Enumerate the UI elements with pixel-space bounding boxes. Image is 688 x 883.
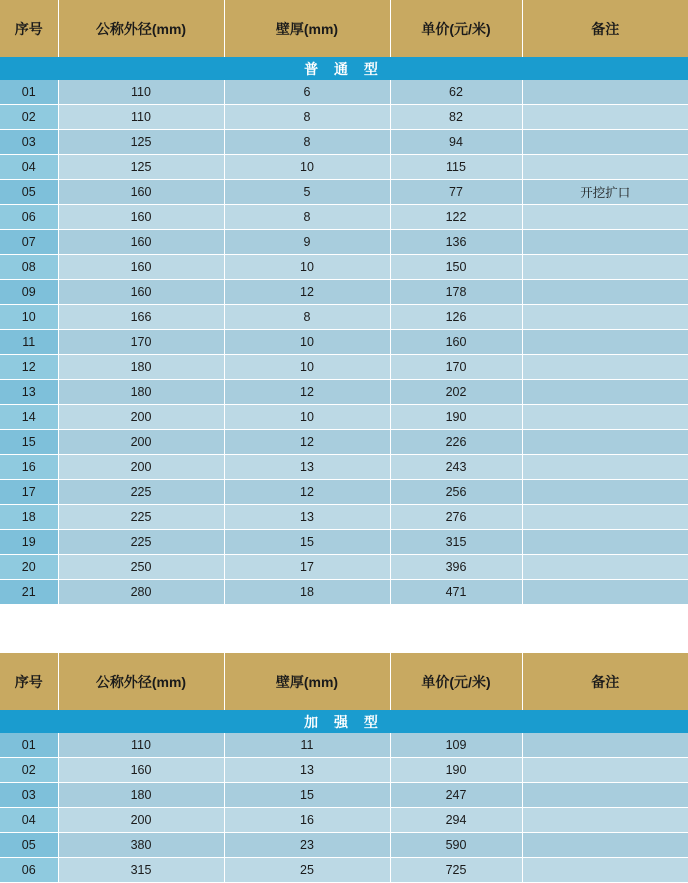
cell-price: 136 xyxy=(390,230,522,255)
table-row xyxy=(0,455,688,480)
cell-wall: 23 xyxy=(224,833,390,858)
table-row xyxy=(0,255,688,280)
cell-od: 125 xyxy=(58,155,224,180)
header-cell-price: 单价(元/米) xyxy=(390,653,522,710)
table-row xyxy=(0,405,688,430)
cell-remark xyxy=(522,405,688,430)
table-header-row xyxy=(0,0,688,57)
cell-od: 200 xyxy=(58,455,224,480)
table-row xyxy=(0,783,688,808)
cell-price: 226 xyxy=(390,430,522,455)
cell-price: 315 xyxy=(390,530,522,555)
cell-no: 13 xyxy=(0,380,58,405)
cell-remark xyxy=(522,330,688,355)
cell-wall: 6 xyxy=(224,80,390,105)
cell-price: 82 xyxy=(390,105,522,130)
cell-no: 04 xyxy=(0,155,58,180)
cell-no: 19 xyxy=(0,530,58,555)
table-row xyxy=(0,105,688,130)
cell-remark xyxy=(522,783,688,808)
cell-no: 12 xyxy=(0,355,58,380)
cell-no: 04 xyxy=(0,808,58,833)
cell-od: 180 xyxy=(58,355,224,380)
cell-wall: 8 xyxy=(224,105,390,130)
cell-od: 200 xyxy=(58,405,224,430)
cell-od: 110 xyxy=(58,105,224,130)
cell-price: 725 xyxy=(390,858,522,883)
cell-remark xyxy=(522,255,688,280)
cell-wall: 13 xyxy=(224,455,390,480)
cell-remark xyxy=(522,808,688,833)
table-row xyxy=(0,808,688,833)
cell-price: 190 xyxy=(390,758,522,783)
cell-remark xyxy=(522,833,688,858)
cell-no: 02 xyxy=(0,758,58,783)
table-row xyxy=(0,80,688,105)
cell-remark xyxy=(522,733,688,758)
cell-wall: 8 xyxy=(224,305,390,330)
cell-wall: 10 xyxy=(224,405,390,430)
cell-no: 11 xyxy=(0,330,58,355)
cell-od: 160 xyxy=(58,180,224,205)
cell-price: 396 xyxy=(390,555,522,580)
table-row xyxy=(0,280,688,305)
cell-remark xyxy=(522,280,688,305)
cell-price: 160 xyxy=(390,330,522,355)
cell-remark xyxy=(522,505,688,530)
cell-no: 20 xyxy=(0,555,58,580)
header-cell-no: 序号 xyxy=(0,653,58,710)
cell-wall: 17 xyxy=(224,555,390,580)
header-cell-wall: 壁厚(mm) xyxy=(224,0,390,57)
section-title-standard: 普 通 型 xyxy=(0,57,688,80)
cell-wall: 12 xyxy=(224,430,390,455)
cell-no: 17 xyxy=(0,480,58,505)
cell-od: 225 xyxy=(58,505,224,530)
cell-price: 294 xyxy=(390,808,522,833)
cell-od: 160 xyxy=(58,255,224,280)
cell-no: 21 xyxy=(0,580,58,605)
cell-remark xyxy=(522,305,688,330)
cell-od: 160 xyxy=(58,230,224,255)
section-title-reinforced: 加 强 型 xyxy=(0,710,688,733)
cell-remark xyxy=(522,480,688,505)
cell-wall: 10 xyxy=(224,330,390,355)
section-title-row xyxy=(0,57,688,80)
table-row xyxy=(0,230,688,255)
cell-no: 18 xyxy=(0,505,58,530)
cell-wall: 15 xyxy=(224,783,390,808)
cell-od: 280 xyxy=(58,580,224,605)
cell-wall: 5 xyxy=(224,180,390,205)
cell-remark xyxy=(522,230,688,255)
table-row xyxy=(0,305,688,330)
cell-od: 110 xyxy=(58,733,224,758)
cell-no: 01 xyxy=(0,733,58,758)
cell-price: 115 xyxy=(390,155,522,180)
cell-remark xyxy=(522,130,688,155)
cell-remark xyxy=(522,580,688,605)
cell-od: 250 xyxy=(58,555,224,580)
cell-price: 62 xyxy=(390,80,522,105)
table-row xyxy=(0,833,688,858)
cell-remark xyxy=(522,858,688,883)
table-row xyxy=(0,380,688,405)
cell-od: 125 xyxy=(58,130,224,155)
cell-od: 200 xyxy=(58,808,224,833)
cell-price: 256 xyxy=(390,480,522,505)
cell-price: 471 xyxy=(390,580,522,605)
cell-od: 170 xyxy=(58,330,224,355)
cell-wall: 10 xyxy=(224,355,390,380)
header-cell-remark: 备注 xyxy=(522,653,688,710)
cell-price: 109 xyxy=(390,733,522,758)
table-row xyxy=(0,580,688,605)
table-row xyxy=(0,480,688,505)
cell-no: 07 xyxy=(0,230,58,255)
cell-wall: 18 xyxy=(224,580,390,605)
header-cell-no: 序号 xyxy=(0,0,58,57)
header-cell-price: 单价(元/米) xyxy=(390,0,522,57)
cell-wall: 8 xyxy=(224,130,390,155)
table-row xyxy=(0,180,688,205)
cell-od: 160 xyxy=(58,758,224,783)
header-cell-od: 公称外径(mm) xyxy=(58,0,224,57)
header-cell-wall: 壁厚(mm) xyxy=(224,653,390,710)
cell-no: 06 xyxy=(0,858,58,883)
cell-wall: 13 xyxy=(224,505,390,530)
cell-price: 77 xyxy=(390,180,522,205)
cell-no: 09 xyxy=(0,280,58,305)
table-header-row xyxy=(0,653,688,710)
cell-remark xyxy=(522,205,688,230)
cell-price: 126 xyxy=(390,305,522,330)
cell-price: 247 xyxy=(390,783,522,808)
table-row xyxy=(0,330,688,355)
cell-no: 10 xyxy=(0,305,58,330)
cell-price: 590 xyxy=(390,833,522,858)
cell-od: 110 xyxy=(58,80,224,105)
cell-wall: 10 xyxy=(224,155,390,180)
cell-no: 15 xyxy=(0,430,58,455)
cell-remark xyxy=(522,430,688,455)
cell-remark xyxy=(522,530,688,555)
cell-price: 190 xyxy=(390,405,522,430)
table-row xyxy=(0,355,688,380)
cell-price: 243 xyxy=(390,455,522,480)
cell-remark xyxy=(522,380,688,405)
cell-no: 08 xyxy=(0,255,58,280)
cell-no: 06 xyxy=(0,205,58,230)
price-table-reinforced xyxy=(0,653,688,883)
cell-od: 225 xyxy=(58,530,224,555)
table-row xyxy=(0,530,688,555)
cell-remark xyxy=(522,105,688,130)
cell-price: 122 xyxy=(390,205,522,230)
cell-no: 14 xyxy=(0,405,58,430)
table-row xyxy=(0,155,688,180)
cell-wall: 15 xyxy=(224,530,390,555)
cell-remark xyxy=(522,80,688,105)
cell-no: 03 xyxy=(0,130,58,155)
table-row xyxy=(0,430,688,455)
cell-od: 380 xyxy=(58,833,224,858)
cell-od: 200 xyxy=(58,430,224,455)
cell-wall: 25 xyxy=(224,858,390,883)
cell-wall: 12 xyxy=(224,380,390,405)
cell-no: 02 xyxy=(0,105,58,130)
cell-no: 01 xyxy=(0,80,58,105)
cell-no: 05 xyxy=(0,180,58,205)
cell-no: 16 xyxy=(0,455,58,480)
cell-price: 150 xyxy=(390,255,522,280)
table-row xyxy=(0,858,688,883)
header-cell-od: 公称外径(mm) xyxy=(58,653,224,710)
cell-remark xyxy=(522,455,688,480)
cell-wall: 9 xyxy=(224,230,390,255)
cell-price: 178 xyxy=(390,280,522,305)
cell-od: 166 xyxy=(58,305,224,330)
table-row xyxy=(0,205,688,230)
cell-wall: 13 xyxy=(224,758,390,783)
cell-remark xyxy=(522,355,688,380)
cell-od: 160 xyxy=(58,280,224,305)
cell-wall: 12 xyxy=(224,480,390,505)
table-row xyxy=(0,130,688,155)
table-row xyxy=(0,733,688,758)
cell-od: 160 xyxy=(58,205,224,230)
cell-remark xyxy=(522,758,688,783)
cell-od: 225 xyxy=(58,480,224,505)
header-cell-remark: 备注 xyxy=(522,0,688,57)
cell-wall: 8 xyxy=(224,205,390,230)
cell-no: 05 xyxy=(0,833,58,858)
cell-remark: 开挖扩口 xyxy=(522,180,688,205)
table-row xyxy=(0,758,688,783)
cell-wall: 11 xyxy=(224,733,390,758)
cell-wall: 16 xyxy=(224,808,390,833)
table-row xyxy=(0,505,688,530)
cell-od: 180 xyxy=(58,783,224,808)
cell-no: 03 xyxy=(0,783,58,808)
cell-price: 202 xyxy=(390,380,522,405)
cell-od: 315 xyxy=(58,858,224,883)
cell-od: 180 xyxy=(58,380,224,405)
section-title-row xyxy=(0,710,688,733)
cell-remark xyxy=(522,555,688,580)
cell-remark xyxy=(522,155,688,180)
cell-price: 94 xyxy=(390,130,522,155)
cell-price: 170 xyxy=(390,355,522,380)
table-spacer xyxy=(0,605,688,653)
cell-wall: 12 xyxy=(224,280,390,305)
table-row xyxy=(0,555,688,580)
cell-wall: 10 xyxy=(224,255,390,280)
cell-price: 276 xyxy=(390,505,522,530)
